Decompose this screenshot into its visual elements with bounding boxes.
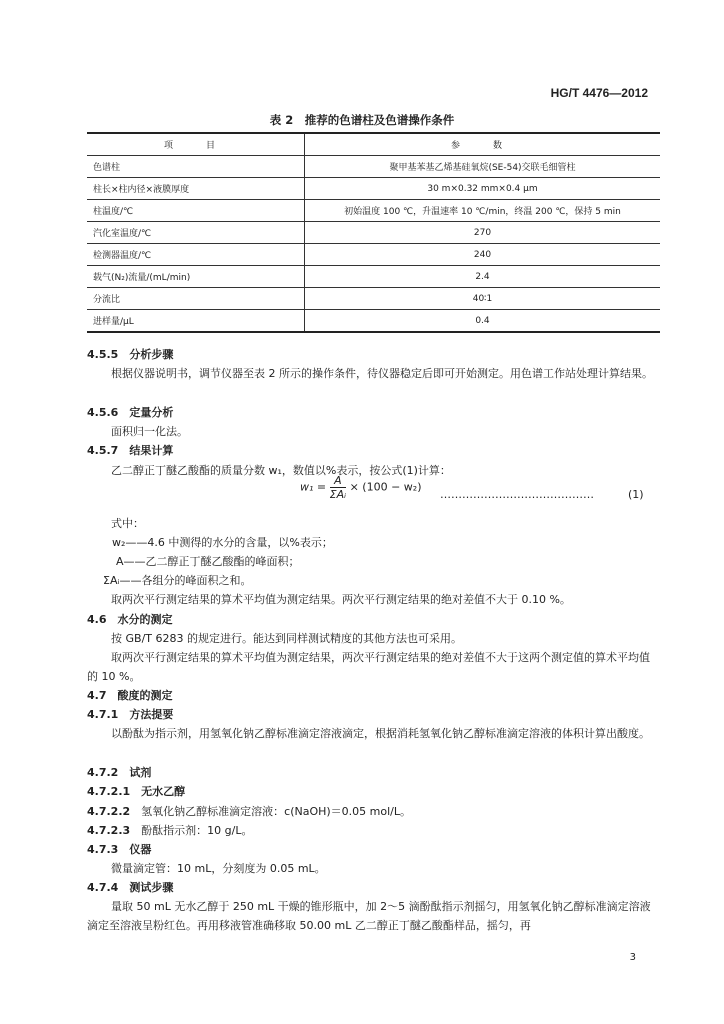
table-row — [87, 156, 660, 178]
section-heading-4-7-2: 4.7.2 试剂 — [87, 766, 152, 779]
section-text-4-7-1: 以酚酞为指示剂，用氢氧化钠乙醇标准滴定溶液滴定，根据消耗氢氧化钠乙醇标准滴定溶液的体积计算出酸度。 — [111, 727, 650, 740]
table-row — [87, 266, 660, 288]
item-number: 4.7.2.2 — [87, 805, 131, 818]
row-value: 30 m×0.32 mm×0.4 μm — [305, 178, 661, 200]
result-intro: 乙二醇正丁醚乙酸酯的质量分数 w₁，数值以%表示，按公式(1)计算： — [111, 464, 451, 477]
row-item: 载气(N₂)流量/(mL/min) — [87, 266, 305, 288]
section-text-4-6-a: 按 GB/T 6283 的规定进行。能达到同样测试精度的其他方法也可采用。 — [111, 632, 462, 645]
definition-w2: w₂——4.6 中测得的水分的含量，以%表示； — [112, 536, 333, 549]
section-heading-4-6: 4.6 水分的测定 — [87, 613, 173, 626]
formula-leader-dots: …………………………………… — [440, 488, 594, 501]
parameters-table — [87, 132, 660, 333]
table-row — [87, 310, 660, 333]
row-value: 270 — [305, 222, 661, 244]
item-number: 4.7.2.3 — [87, 824, 131, 837]
formula-number: (1) — [628, 488, 644, 501]
formula-lhs: w₁ = — [300, 480, 327, 494]
section-text-4-5-5: 根据仪器说明书，调节仪器至表 2 所示的操作条件，待仪器稳定后即可开始测定。用色谱工作站处理计算结果。 — [111, 367, 653, 380]
table-row — [87, 200, 660, 222]
section-heading-4-7: 4.7 酸度的测定 — [87, 689, 173, 702]
row-item: 检测器温度/℃ — [87, 244, 305, 266]
row-item: 分流比 — [87, 288, 305, 310]
row-item: 柱长×柱内径×液膜厚度 — [87, 178, 305, 200]
row-item: 柱温度/℃ — [87, 200, 305, 222]
section-heading-4-5-6: 4.5.6 定量分析 — [87, 406, 174, 419]
row-value: 2.4 — [305, 266, 661, 288]
formula-denominator: ΣAᵢ — [329, 488, 347, 501]
column-header-param: 参 数 — [305, 133, 661, 156]
section-heading-4-7-3: 4.7.3 仪器 — [87, 843, 152, 856]
row-value: 240 — [305, 244, 661, 266]
row-item: 汽化室温度/℃ — [87, 222, 305, 244]
section-heading-4-5-7: 4.5.7 结果计算 — [87, 444, 174, 457]
section-heading-4-7-1: 4.7.1 方法提要 — [87, 708, 174, 721]
table-caption: 表 2 推荐的色谱柱及色谱操作条件 — [269, 113, 455, 127]
row-item: 色谱柱 — [87, 156, 305, 178]
section-text-4-6-b: 取两次平行测定结果的算术平均值为测定结果，两次平行测定结果的绝对差值不大于这两个测定值的算术平均值的 10 %。 — [87, 651, 650, 683]
where-label: 式中： — [111, 517, 144, 530]
item-4-7-2-1: 4.7.2.1 无水乙醇 — [87, 785, 186, 798]
table-row — [87, 244, 660, 266]
section-text-4-5-6: 面积归一化法。 — [111, 425, 188, 438]
row-value: 初始温度 100 ℃，升温速率 10 ℃/min，终温 200 ℃，保持 5 min — [305, 200, 661, 222]
definition-sum-a: ΣAᵢ——各组分的峰面积之和。 — [103, 574, 252, 587]
section-text-4-7-4: 量取 50 mL 无水乙醇于 250 mL 干燥的锥形瓶中，加 2～5 滴酚酞指示剂摇匀，用氢氧化钠乙醇标准滴定溶液滴定至溶液呈粉红色。再用移液管准确移取 50.00 mL 乙二醇正丁醚乙酸酯样品，摇匀，再 — [87, 900, 651, 932]
row-value: 40∶1 — [305, 288, 661, 310]
row-value: 0.4 — [305, 310, 661, 333]
formula-1 — [300, 474, 422, 501]
formula-rhs: × (100 − w₂) — [349, 480, 422, 494]
section-text-4-7-3: 微量滴定管：10 mL，分刻度为 0.05 mL。 — [111, 862, 326, 875]
result-rule: 取两次平行测定结果的算术平均值为测定结果。两次平行测定结果的绝对差值不大于 0.10 %。 — [111, 593, 571, 606]
table-row — [87, 178, 660, 200]
formula-fraction — [330, 474, 346, 501]
table-header-row — [87, 133, 660, 156]
item-4-7-2-2 — [87, 802, 660, 821]
table-row — [87, 222, 660, 244]
table-row — [87, 288, 660, 310]
section-heading-4-7-4: 4.7.4 测试步骤 — [87, 881, 174, 894]
item-text: 氢氧化钠乙醇标准滴定溶液：c(NaOH)＝0.05 mol/L。 — [141, 805, 412, 818]
item-text: 酚酞指示剂：10 g/L。 — [141, 824, 253, 837]
formula-numerator: A — [330, 474, 346, 488]
standard-number: HG/T 4476—2012 — [550, 86, 648, 100]
page-number: 3 — [629, 952, 636, 963]
section-heading-4-5-5: 4.5.5 分析步骤 — [87, 348, 174, 361]
item-4-7-2-3 — [87, 821, 660, 840]
row-value: 聚甲基苯基乙烯基硅氧烷(SE-54)交联毛细管柱 — [305, 156, 661, 178]
row-item: 进样量/μL — [87, 310, 305, 333]
definition-a: A——乙二醇正丁醚乙酸酯的峰面积； — [116, 555, 300, 568]
column-header-item: 项 目 — [87, 133, 305, 156]
